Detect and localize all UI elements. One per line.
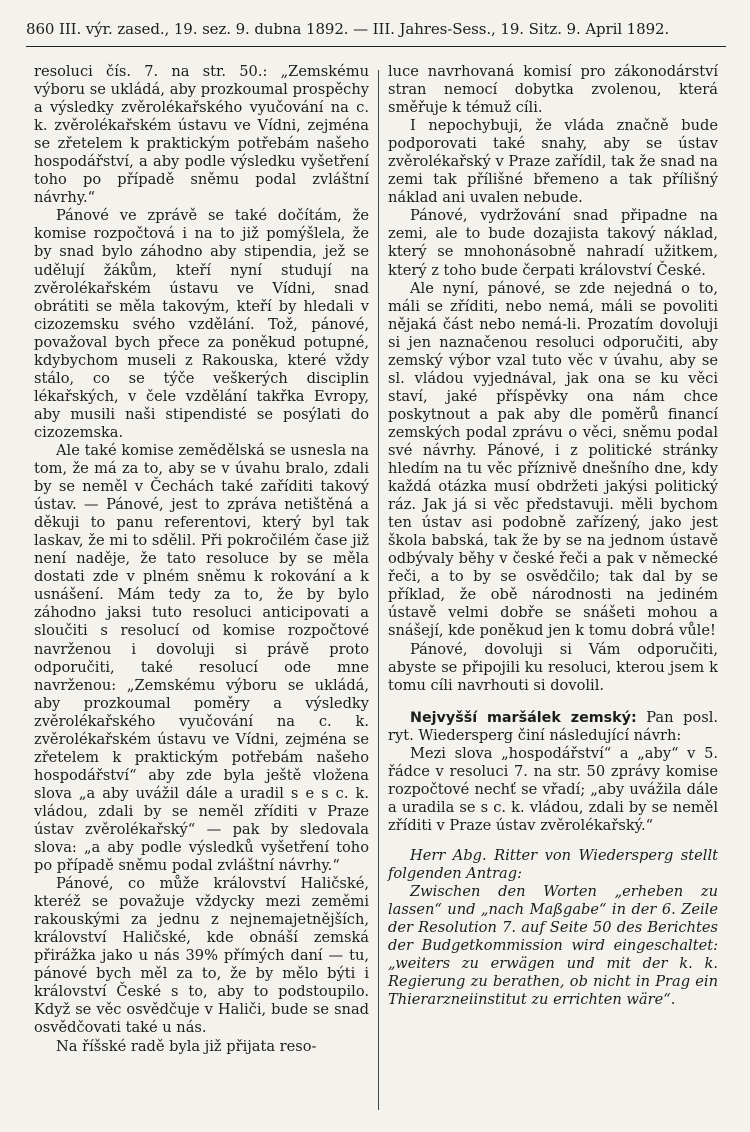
paragraph: Pánové, vydržování snad připadne na zemi, ale to bude dozajista takový náklad, který se mnohonásobně nahradí užitkem, který z toho bude čerpati království České. bbox=[388, 207, 718, 279]
paragraph: Ale také komise zemědělská se usnesla na tom, že má za to, aby se v úvahu bralo, zdali by se neměl v Čechách také zaříditi takový ústav. — Pánové, jest to zpráva netištěná a děkuji to panu referentovi, který byl tak laskav, že mi to sdělil. Při pokročilém čase již není naděje, že tato resoluce by se měla dostati zde v plném sněmu k rokování a k usnášení. Mám tedy za to, že by bylo záhodno jaksi tuto resoluci anticipovati a sloučiti s resolucí od komise rozpočtové navrženou i dovoluji si právě proto odporučiti, také resolucí ode mne navrženou: „Zemskému výboru se ukládá, aby prozkoumal poměry a výsledky zvěrolékařského vyučování na c. k. zvěrolékařském ústavu ve Vídni, zejména se zřetelem k praktickým potřebám našeho hospodářství“ aby zde byla ještě vložena slova „a aby uvážil dále a uradil s e s c. k. vládou, zdali by se neměl zříditi v Praze ústav zvěrolékařský“ — pak by sledovala slova: „a aby podle výsledků vyšetření toho po případě sněmu podal zvláštní návrhy.“ bbox=[34, 441, 369, 875]
paragraph: Pánové ve zprávě se také dočítám, že komise rozpočtová i na to již pomýšlela, že by snad bylo záhodno aby stipendia, jež se udělují žákům, kteří nyní studují na zvěrolékařském ústavu ve Vídni, snad obrátiti se měla takovým, kteří by hledali v cizozemsku svého vzdělání. Tož, pánové, považoval bych přece za poněkud potupné, kdybychom museli z Rakouska, které vždy stálo, co se týče veškerých disciplin lékařských, v čele vzdělání takřka Evropy, aby musili naši stipendisté se posýlati do cizozemska. bbox=[34, 207, 369, 441]
paragraph: Ale nyní, pánové, se zde nejedná o to, máli se zříditi, nebo nemá, máli se povoliti nějaká část nebo nemá-li. Prozatím dovoluji si jen naznačenou resoluci odporučiti, aby zemský výbor vzal tuto věc v úvahu, aby se sl. vládou vyjednával, jak ona se ku věci staví, jaké příspěvky ona nám chce poskytnout a pak aby dle poměrů financí zemských podal zprávu o věci, sněmu podal své návrhy. Pánové, i z politické stránky hledím na tu věc příznivě dnešního dne, kdy každá otázka musí obdržeti jakýsi politický ráz. Jak já si věc představuji. měli bychom ten ústav asi podobně zařízený, jako jest škola babská, tak že by se na jednom ústavě odbývaly běhy v české řeči a pak v německé řeči, a to by se osvědčilo; tak dal by se příklad, že obě národnosti na jediném ústavě velmi dobře se snášeti mohou a snášejí, kde poněkud jen k tomu dobrá vůle! bbox=[388, 279, 718, 640]
paragraph: resoluci čís. 7. na str. 50.: „Zemskému výboru se ukládá, aby prozkoumal prospěchy a výsledky zvěrolékařského vyučování na c. k. zvěrolékařském ústavu ve Vídni, zejména se zřetelem k praktickým potřebám našeho hospodářství, a aby podle výsledku vyšetření toho po případě sněmu podal zvláštní návrhy.“ bbox=[34, 63, 369, 207]
german-paragraph: Herr Abg. Ritter von Wiedersperg stellt folgenden Antrag: bbox=[388, 846, 718, 883]
speaker-paragraph bbox=[388, 709, 718, 745]
motion-text: Mezi slova „hospodářství“ a „aby“ v 5. řádce v resoluci 7. na str. 50 zprávy komise rozpočtové nechť se vřadí; „aby uvážila dále a uradila se s c. k. vládou, zdali by se neměl zříditi v Praze ústav zvěrolékařský.“ bbox=[388, 744, 718, 834]
speaker-intro: Pan posl. ryt. Wiedersperg činí následující návrh: bbox=[388, 708, 718, 744]
paragraph: I nepochybuji, že vláda značně bude podporovati také snahy, aby se ústav zvěrolékařský v Praze zařídil, tak že snad na zemi tak přílišné břemeno a tak přílišný náklad ani uvalen nebude. bbox=[388, 117, 718, 207]
page-header bbox=[26, 20, 726, 38]
right-column bbox=[388, 63, 718, 1009]
german-paragraph: Zwischen den Worten „erheben zu lassen“ und „nach Maßgabe“ in der 6. Zeile der Resolution 7. auf Seite 50 des Berichtes der Budgetkommission wird eingeschaltet: „weiters zu erwägen und mit der k. k. Regierung zu berathen, ob nicht in Prag ein Thierarzneiinstitut zu errichten wäre“. bbox=[388, 883, 718, 1009]
speaker-name: Nejvyšší maršálek zemský: bbox=[410, 709, 637, 726]
paragraph: Pánové, dovoluji si Vám odporučiti, abyste se připojili ku resoluci, kterou jsem k tomu cíli navrhouti si dovolil. bbox=[388, 640, 718, 694]
paragraph: luce navrhovaná komisí pro zákonodárství stran nemocí dobytka zvolenou, která směřuje k témuž cíli. bbox=[388, 63, 718, 117]
left-column bbox=[34, 63, 369, 1056]
header-rule bbox=[26, 46, 726, 47]
column-divider bbox=[378, 70, 379, 1110]
paragraph: Pánové, co může království Haličské, kteréž se považuje vždycky mezi zeměmi rakouskými za jednu z nejnemajetnějších, království Haličské, kde obnáší zemská přirážka jako u nás 39% přímých daní — tu, pánové bych měl za to, že by mělo býti i království České s to, aby to podstoupilo. Když se věc osvědčuje v Haliči, bude se snad osvědčovati také u nás. bbox=[34, 875, 369, 1037]
header-text: 860 III. výr. zased., 19. sez. 9. dubna 1892. — III. Jahres-Sess., 19. Sitz. 9. April 1892. bbox=[26, 20, 670, 38]
paragraph: Na říšské radě byla již přijata reso- bbox=[56, 1037, 317, 1055]
